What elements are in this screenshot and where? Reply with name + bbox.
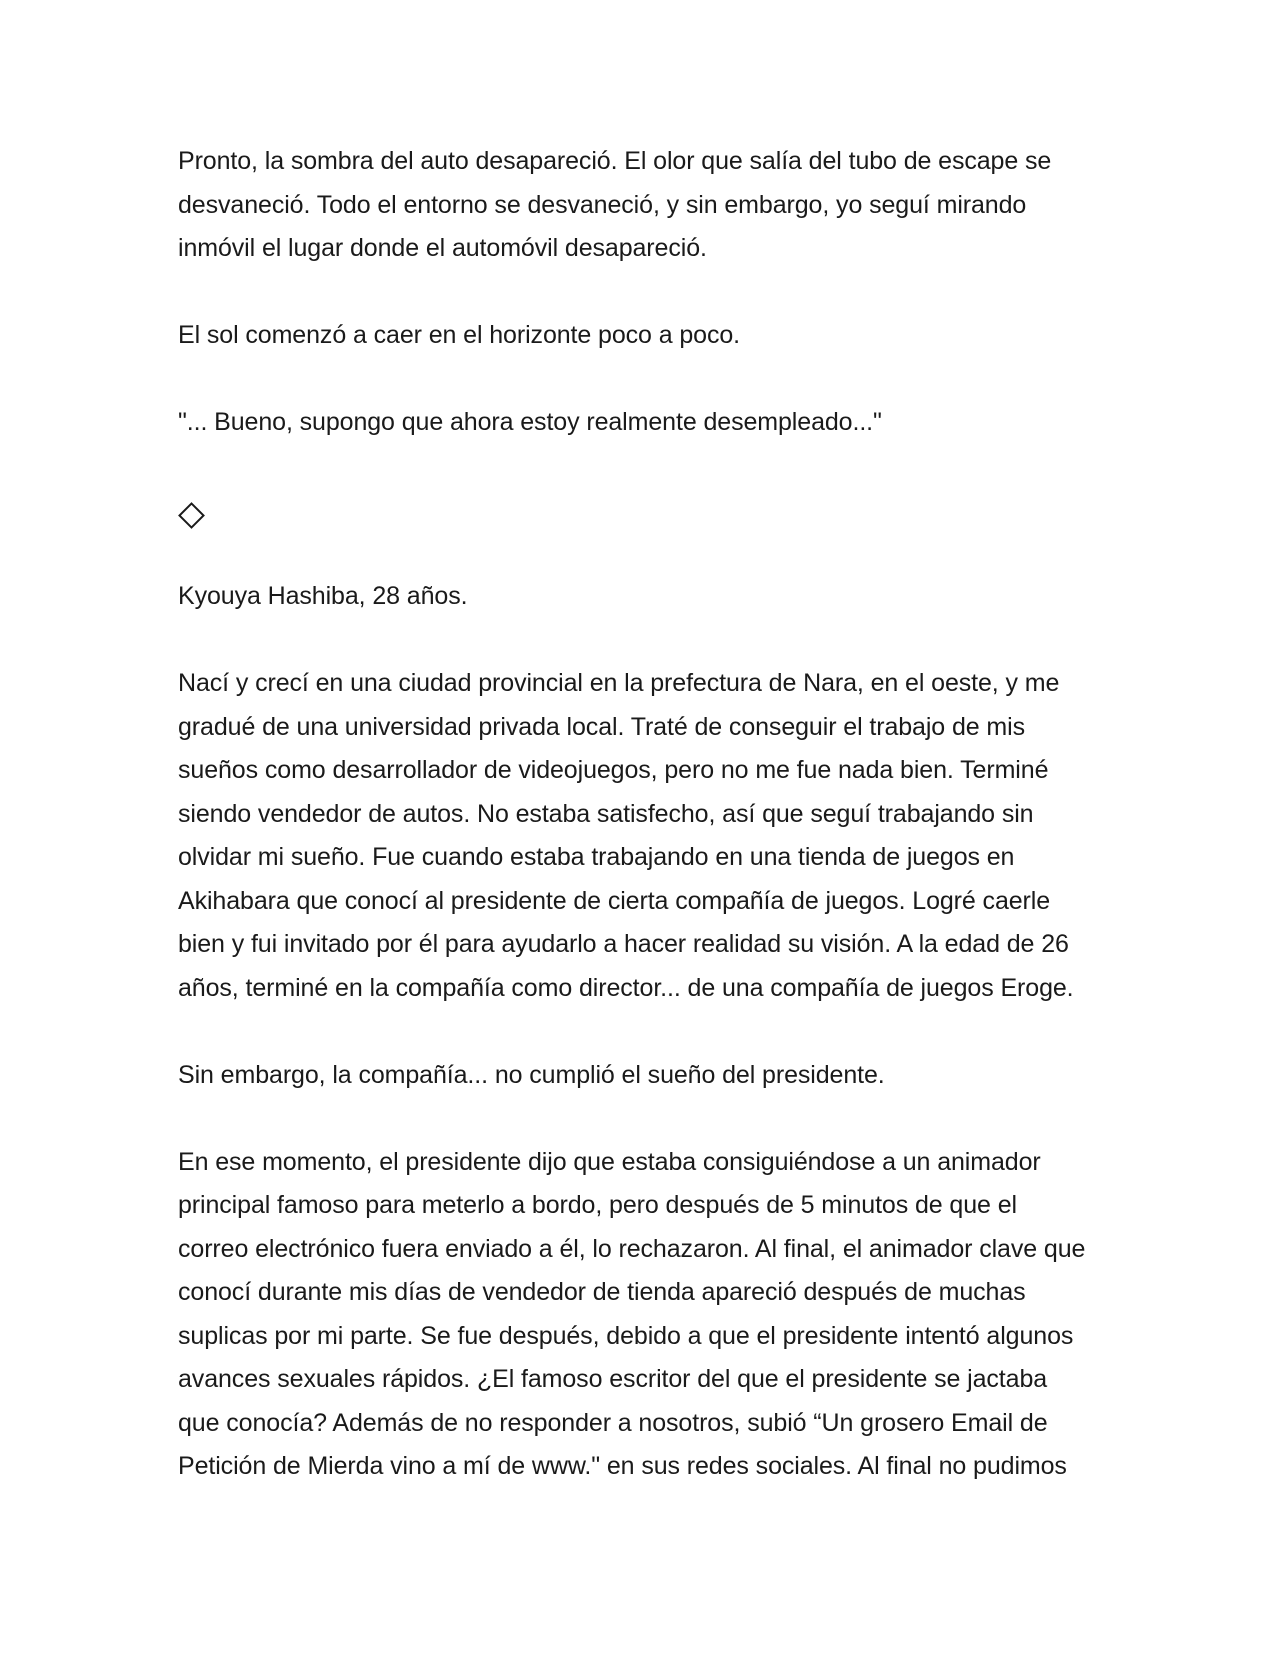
document-page — [178, 140, 1118, 1532]
paragraph-4 — [178, 575, 1118, 619]
text-line: Kyouya Hashiba, 28 años. — [178, 582, 468, 610]
text-line: correo electrónico fuera enviado a él, lo rechazaron. Al final, el animador clave que — [178, 1234, 1086, 1263]
text-line: principal famoso para meterlo a bordo, pero después de 5 minutos de que el — [178, 1191, 1017, 1219]
text-line: gradué de una universidad privada local. Traté de conseguir el trabajo de mis — [178, 712, 1025, 741]
text-line: conocí durante mis días de vendedor de tienda apareció después de muchas — [178, 1278, 1026, 1306]
text-line: desvaneció. Todo el entorno se desvaneció, y sin embargo, yo seguí mirando — [178, 190, 1027, 219]
paragraph-5 — [178, 662, 1118, 1010]
scene-separator — [178, 488, 1118, 532]
paragraph-6 — [178, 1054, 1118, 1098]
text-line: Petición de Mierda vino a mí de www." en sus redes sociales. Al final no pudimos — [178, 1452, 1067, 1480]
text-line: años, terminé en la compañía como director... de una compañía de juegos Eroge. — [178, 973, 1074, 1002]
text-line: "... Bueno, supongo que ahora estoy realmente desempleado..." — [178, 408, 882, 436]
text-line: siendo vendedor de autos. No estaba satisfecho, así que seguí trabajando sin — [178, 799, 1034, 828]
text-line: inmóvil el lugar donde el automóvil desapareció. — [178, 234, 707, 262]
text-line: sueños como desarrollador de videojuegos, pero no me fue nada bien. Terminé — [178, 756, 1049, 784]
text-line: En ese momento, el presidente dijo que estaba consiguiéndose a un animador — [178, 1147, 1041, 1176]
paragraph-2 — [178, 314, 1118, 358]
diamond-icon — [178, 502, 205, 529]
text-line: olvidar mi sueño. Fue cuando estaba trabajando en una tienda de juegos en — [178, 843, 1015, 871]
text-line: bien y fui invitado por él para ayudarlo a hacer realidad su visión. A la edad de 26 — [178, 930, 1069, 958]
paragraph-7 — [178, 1141, 1118, 1489]
text-line: avances sexuales rápidos. ¿El famoso escritor del que el presidente se jactaba — [178, 1365, 1048, 1393]
paragraph-1 — [178, 140, 1118, 271]
text-line: Pronto, la sombra del auto desapareció. El olor que salía del tubo de escape se — [178, 147, 1052, 175]
text-line: Sin embargo, la compañía... no cumplió el sueño del presidente. — [178, 1060, 885, 1089]
text-line: Akihabara que conocí al presidente de cierta compañía de juegos. Logré caerle — [178, 886, 1051, 915]
text-line: El sol comenzó a caer en el horizonte poco a poco. — [178, 321, 741, 349]
text-line: Nací y crecí en una ciudad provincial en la prefectura de Nara, en el oeste, y me — [178, 669, 1060, 697]
paragraph-3-dialogue — [178, 401, 1118, 445]
text-line: suplicas por mi parte. Se fue después, debido a que el presidente intentó algunos — [178, 1321, 1074, 1350]
text-line: que conocía? Además de no responder a nosotros, subió “Un grosero Email de — [178, 1408, 1048, 1437]
